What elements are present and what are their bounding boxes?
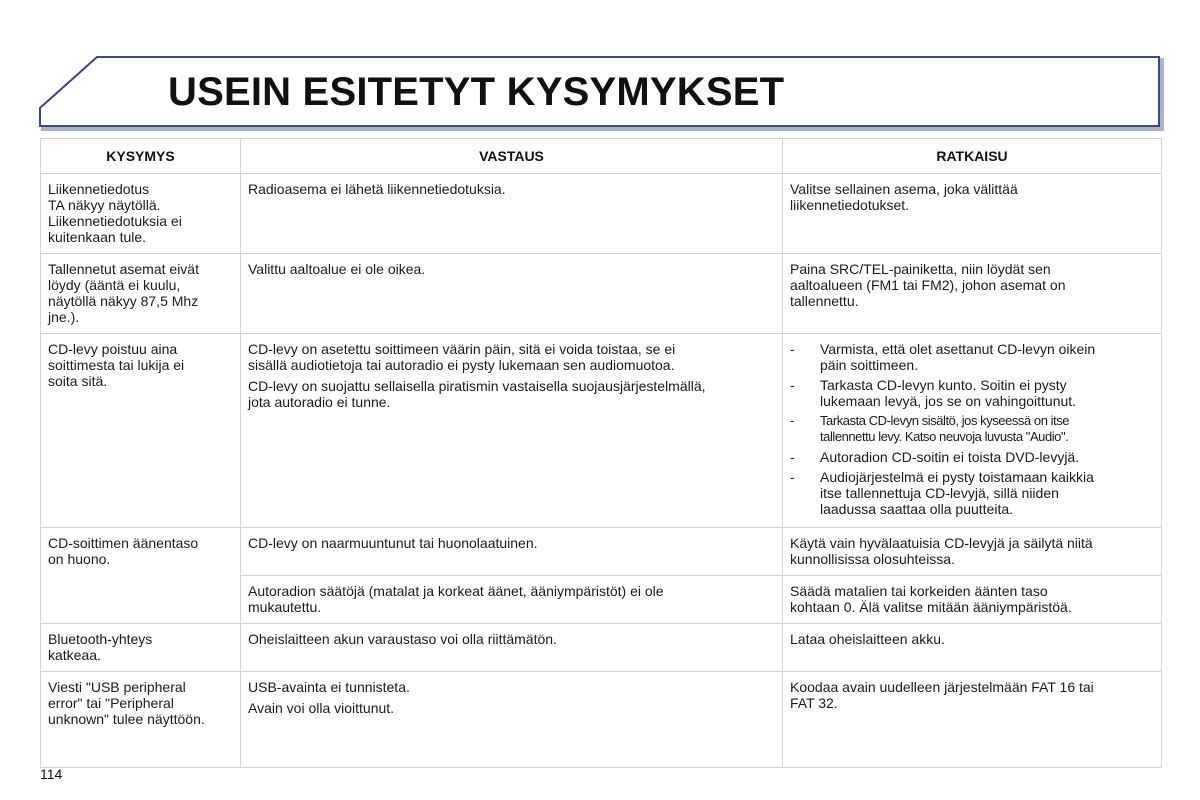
answer-paragraph: [248, 341, 775, 373]
text-line: Autoradion CD-soitin ei toista DVD-levyjä.: [820, 449, 1080, 465]
text-line: kunnollisissa olosuhteissa.: [790, 551, 955, 567]
list-item: [790, 469, 1154, 517]
text-line: soita sitä.: [48, 373, 108, 389]
text-line: kuitenkaan tule.: [48, 229, 147, 245]
answer-cell: [241, 528, 783, 576]
text-line: soittimesta tai lukija ei: [48, 357, 185, 373]
dash-bullet: -: [790, 413, 794, 428]
text-line: CD-levy on asetettu soittimeen väärin päin, sitä ei voida toistaa, se ei: [248, 341, 676, 357]
text-line: Avain voi olla vioittunut.: [248, 700, 395, 716]
answer-paragraph: [248, 378, 775, 410]
solution-cell: [783, 528, 1162, 576]
text-line: Autoradion säätöjä (matalat ja korkeat äänet, ääniympäristöt) ei ole: [248, 583, 664, 599]
answer-cell: [241, 334, 783, 528]
table-row: [41, 528, 1162, 576]
text-line: Audiojärjestelmä ei pysty toistamaan kaikkia: [820, 469, 1094, 485]
solution-cell: [783, 334, 1162, 528]
question-cell: [41, 624, 241, 672]
answer-cell: [241, 624, 783, 672]
text-line: Liikennetiedotuksia ei: [48, 213, 182, 229]
text-line: Varmista, että olet asettanut CD-levyn oikein: [820, 341, 1096, 357]
text-line: näytöllä näkyy 87,5 Mhz: [48, 293, 199, 309]
list-item: [790, 413, 1154, 445]
table-row: [41, 254, 1162, 334]
dash-bullet: -: [790, 377, 795, 393]
text-line: Säädä matalien tai korkeiden äänten taso: [790, 583, 1048, 599]
solution-cell: [783, 576, 1162, 624]
dash-bullet: -: [790, 449, 795, 465]
text-line: FAT 32.: [790, 695, 838, 711]
solution-list: [790, 341, 1154, 517]
list-item: [790, 449, 1154, 465]
question-cell: [41, 672, 241, 768]
text-line: CD-levy on naarmuuntunut tai huonolaatuinen.: [248, 535, 538, 551]
solution-cell: [783, 254, 1162, 334]
text-line: Käytä vain hyvälaatuisia CD-levyjä ja säilytä niitä: [790, 535, 1093, 551]
text-line: CD-levy poistuu aina: [48, 341, 178, 357]
solution-cell: [783, 672, 1162, 768]
text-line: jne.).: [48, 309, 80, 325]
text-line: tallennettu levy. Katso neuvoja luvusta "Audio".: [820, 429, 1069, 444]
text-line: katkeaa.: [48, 647, 101, 663]
text-line: CD-soittimen äänentaso: [48, 535, 199, 551]
text-line: Koodaa avain uudelleen järjestelmään FAT 16 tai: [790, 679, 1094, 695]
text-line: on huono.: [48, 551, 111, 567]
text-line: unknown" tulee näyttöön.: [48, 711, 205, 727]
column-header-question: KYSYMYS: [41, 139, 241, 174]
table-row: [41, 174, 1162, 254]
text-line: kohtaan 0. Älä valitse mitään ääniympäristöä.: [790, 599, 1072, 615]
text-line: liikennetiedotukset.: [790, 197, 910, 213]
text-line: USB-avainta ei tunnisteta.: [248, 679, 410, 695]
table-row: [41, 334, 1162, 528]
text-line: Tarkasta CD-levyn sisältö, jos kyseessä on itse: [820, 413, 1070, 428]
dash-bullet: -: [790, 469, 795, 485]
text-line: Paina SRC/TEL-painiketta, niin löydät sen: [790, 261, 1051, 277]
text-line: mukautettu.: [248, 599, 322, 615]
text-line: jota autoradio ei tunne.: [248, 394, 391, 410]
text-line: aaltoalueen (FM1 tai FM2), johon asemat on: [790, 277, 1066, 293]
text-line: itse tallennettuja CD-levyjä, sillä niiden: [820, 485, 1059, 501]
text-line: tallennettu.: [790, 293, 859, 309]
text-line: Tarkasta CD-levyn kunto. Soitin ei pysty: [820, 377, 1067, 393]
text-line: sisällä audiotietoja tai autoradio ei pysty lukemaan sen audiomuotoa.: [248, 357, 675, 373]
text-line: Valittu aaltoalue ei ole oikea.: [248, 261, 426, 277]
question-cell: [41, 254, 241, 334]
text-line: Tallennetut asemat eivät: [48, 261, 199, 277]
text-line: error" tai "Peripheral: [48, 695, 174, 711]
answer-paragraph: [248, 679, 775, 695]
column-header-answer: VASTAUS: [241, 139, 783, 174]
question-cell: [41, 174, 241, 254]
faq-table: [40, 138, 1162, 768]
list-item: [790, 377, 1154, 409]
dash-bullet: -: [790, 341, 795, 357]
text-line: Radioasema ei lähetä liikennetiedotuksia.: [248, 181, 506, 197]
text-line: Liikennetiedotus: [48, 181, 150, 197]
text-line: TA näkyy näytöllä.: [48, 197, 161, 213]
page-number: 114: [40, 766, 63, 782]
text-line: Lataa oheislaitteen akku.: [790, 631, 945, 647]
question-cell: [41, 528, 241, 624]
answer-cell: [241, 576, 783, 624]
text-line: löydy (ääntä ei kuulu,: [48, 277, 181, 293]
column-header-solution: RATKAISU: [783, 139, 1162, 174]
answer-cell: [241, 254, 783, 334]
table-row: [41, 672, 1162, 768]
text-line: Bluetooth-yhteys: [48, 631, 153, 647]
list-item: [790, 341, 1154, 373]
text-line: Viesti "USB peripheral: [48, 679, 186, 695]
answer-cell: [241, 174, 783, 254]
solution-cell: [783, 174, 1162, 254]
page-title: USEIN ESITETYT KYSYMYKSET: [168, 70, 785, 114]
text-line: Oheislaitteen akun varaustaso voi olla riittämätön.: [248, 631, 557, 647]
text-line: päin soittimeen.: [820, 357, 919, 373]
table-header-row: [41, 139, 1162, 174]
solution-cell: [783, 624, 1162, 672]
text-line: lukemaan levyä, jos se on vahingoittunut.: [820, 393, 1077, 409]
question-cell: [41, 334, 241, 528]
text-line: Valitse sellainen asema, joka välittää: [790, 181, 1018, 197]
text-line: laadussa saattaa olla puutteita.: [820, 501, 1014, 517]
answer-cell: [241, 672, 783, 768]
text-line: CD-levy on suojattu sellaisella piratismin vastaisella suojausjärjestelmällä,: [248, 378, 706, 394]
table-row: [41, 624, 1162, 672]
answer-paragraph: [248, 700, 775, 716]
